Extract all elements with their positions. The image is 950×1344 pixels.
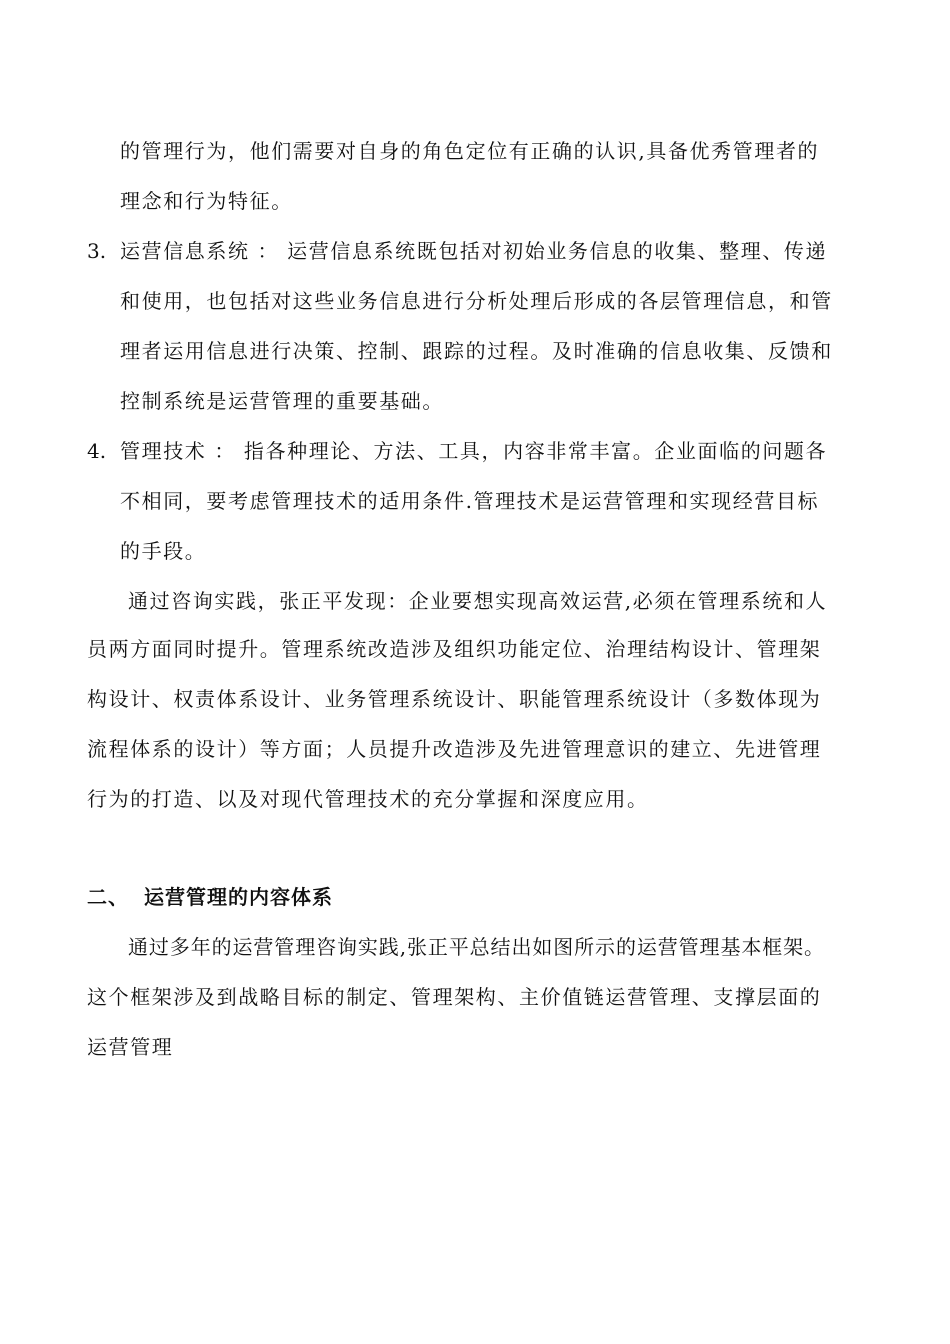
list-item-3-line-2: 和使用，也包括对这些业务信息进行分析处理后形成的各层管理信息，和管	[120, 289, 833, 313]
paragraph-1-line-3: 构设计、权责体系设计、业务管理系统设计、职能管理系统设计（多数体现为	[87, 687, 822, 711]
list-item-3-line-4: 控制系统是运营管理的重要基础。	[120, 389, 444, 413]
paragraph-2-line-3: 运营管理	[87, 1035, 174, 1059]
continuation-line-1: 的管理行为，他们需要对自身的角色定位有正确的认识,具备优秀管理者的	[120, 139, 820, 163]
list-item-number-4: 4.	[87, 439, 107, 463]
list-item-4-line-2: 不相同，要考虑管理技术的适用条件.管理技术是运营管理和实现经营目标	[120, 489, 820, 513]
section-title: 运营管理的内容体系	[144, 885, 333, 909]
paragraph-1-line-5: 行为的打造、以及对现代管理技术的充分掌握和深度应用。	[87, 787, 649, 811]
paragraph-1-line-4: 流程体系的设计）等方面；人员提升改造涉及先进管理意识的建立、先进管理	[87, 737, 822, 761]
list-item-number-3: 3.	[87, 239, 107, 263]
paragraph-2-line-1: 通过多年的运营管理咨询实践,张正平总结出如图所示的运营管理基本框架。	[128, 935, 825, 959]
list-item-4-line-3: 的手段。	[120, 539, 207, 563]
paragraph-2-line-2: 这个框架涉及到战略目标的制定、管理架构、主价值链运营管理、支撑层面的	[87, 985, 822, 1009]
paragraph-1-line-2: 员两方面同时提升。管理系统改造涉及组织功能定位、治理结构设计、管理架	[87, 637, 822, 661]
continuation-line-2: 理念和行为特征。	[120, 189, 293, 213]
paragraph-1-line-1: 通过咨询实践，张正平发现：企业要想实现高效运营,必须在管理系统和人	[128, 589, 828, 613]
list-item-4-line-1: 管理技术 ： 指各种理论、方法、工具，内容非常丰富。企业面临的问题各	[120, 439, 828, 463]
list-item-3-line-3: 理者运用信息进行决策、控制、跟踪的过程。及时准确的信息收集、反馈和	[120, 339, 833, 363]
section-number: 二、	[87, 885, 129, 909]
list-item-3-line-1: 运营信息系统 ： 运营信息系统既包括对初始业务信息的收集、整理、传递	[120, 239, 828, 263]
